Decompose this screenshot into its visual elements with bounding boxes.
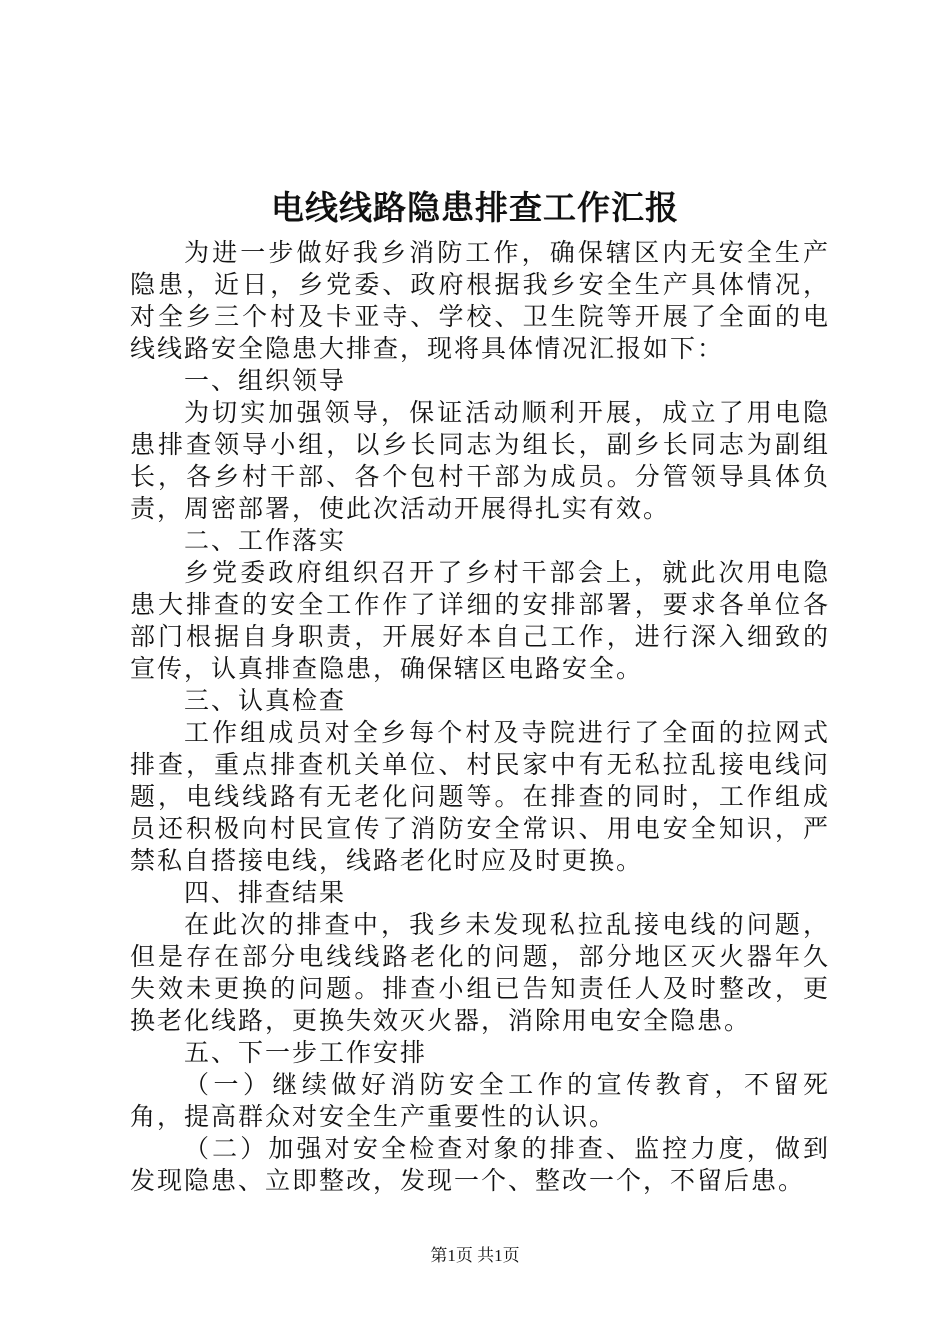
section-heading-results: 四、排查结果	[184, 878, 347, 907]
body-paragraph-results: 在此次的排查中，我乡未发现私拉乱接电线的问题，但是存在部分电线线路老化的问题，部分地区灭火器年久失效未更换的问题。排查小组已告知责任人及时整改，更换老化线路，更换失效灭火器，消除用电安全隐患。	[130, 910, 830, 1035]
body-paragraph-next-step-2: （二）加强对安全检查对象的排查、监控力度，做到发现隐患、立即整改，发现一个、整改一个，不留后患。	[130, 1134, 830, 1195]
section-heading-next-steps: 五、下一步工作安排	[184, 1038, 428, 1067]
document-body	[130, 237, 830, 1197]
body-paragraph-inspection: 工作组成员对全乡每个村及寺院进行了全面的拉网式排查，重点排查机关单位、村民家中有无私拉乱接电线问题，电线线路有无老化问题等。在排查的同时，工作组成员还积极向村民宣传了消防安全常识、用电安全知识，严禁私自搭接电线，线路老化时应及时更换。	[130, 718, 830, 875]
intro-paragraph: 为进一步做好我乡消防工作，确保辖区内无安全生产隐患，近日，乡党委、政府根据我乡安全生产具体情况，对全乡三个村及卡亚寺、学校、卫生院等开展了全面的电线线路安全隐患大排查，现将具体情况汇报如下：	[130, 238, 830, 363]
section-heading-implementation: 二、工作落实	[184, 526, 347, 555]
section-heading-organization: 一、组织领导	[184, 366, 347, 395]
body-paragraph-next-step-1: （一）继续做好消防安全工作的宣传教育，不留死角，提高群众对安全生产重要性的认识。	[130, 1070, 830, 1131]
body-paragraph-organization: 为切实加强领导，保证活动顺利开展，成立了用电隐患排查领导小组，以乡长同志为组长，副乡长同志为副组长，各乡村干部、各个包村干部为成员。分管领导具体负责，周密部署，使此次活动开展得扎实有效。	[130, 398, 830, 523]
body-paragraph-implementation: 乡党委政府组织召开了乡村干部会上，就此次用电隐患大排查的安全工作作了详细的安排部署，要求各单位各部门根据自身职责，开展好本自己工作，进行深入细致的宣传，认真排查隐患，确保辖区电路安全。	[130, 558, 830, 683]
section-heading-inspection: 三、认真检查	[184, 686, 347, 715]
document-title: 电线线路隐患排查工作汇报	[271, 188, 679, 227]
page-footer: 第1页 共1页	[430, 1246, 520, 1265]
